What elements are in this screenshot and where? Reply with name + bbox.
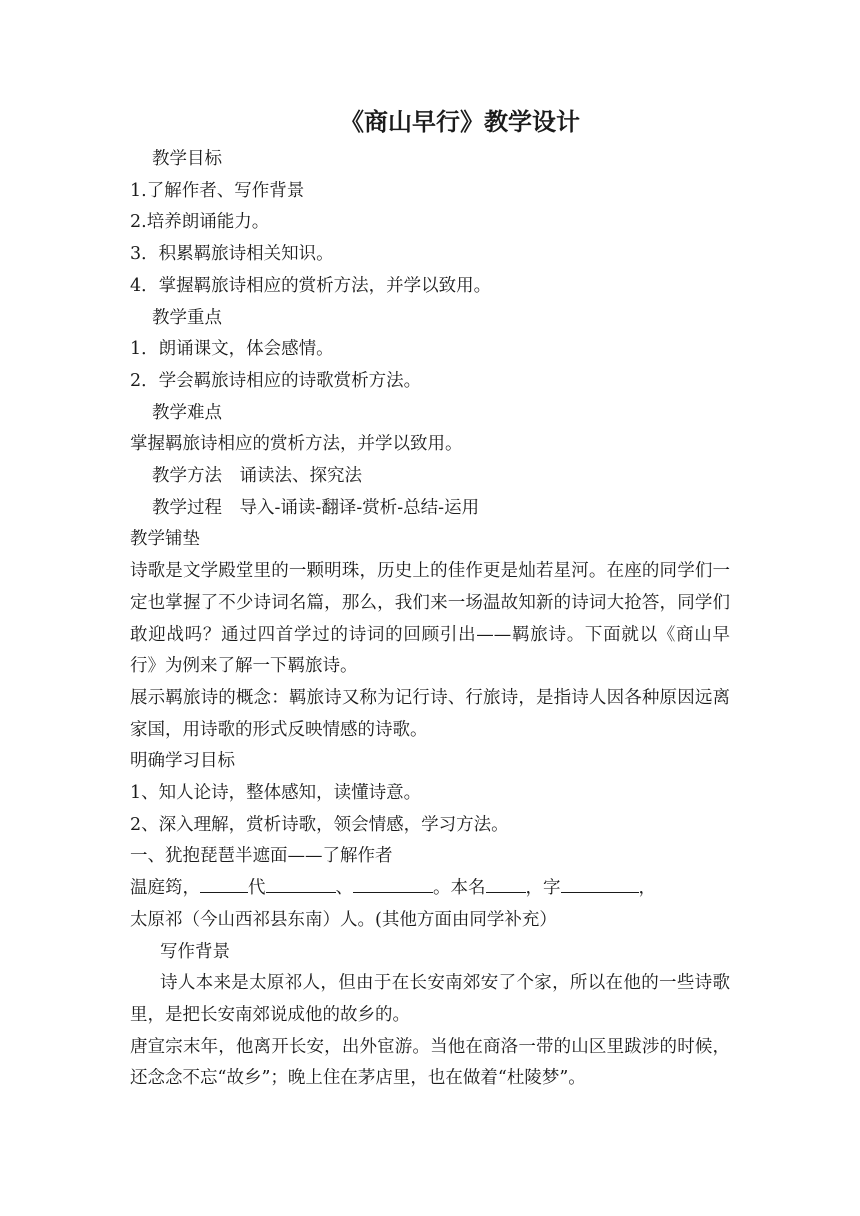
teaching-method: 教学方法 诵读法、探究法 (152, 466, 362, 487)
groundwork-paragraph: 诗歌是文学殿堂里的一颗明珠，历史上的佳作更是灿若星河。在座的同学们一定也掌握了不少诗词名篇，那么，我们来一场温故知新的诗词大抢答，同学们敢迎战吗？通过四首学过的诗词的回顾引出——羁旅诗。下面就以《商山早行》为例来了解一下羁旅诗。 (130, 561, 730, 677)
learning-goal-item: 1、知人论诗，整体感知，读懂诗意。 (130, 783, 422, 804)
background-paragraph: 诗人本来是太原祁人，但由于在长安南郊安了个家，所以在他的一些诗歌里，是把长安南郊说成他的故乡的。 (130, 973, 730, 1025)
key-point-item: 2．学会羁旅诗相应的诗歌赏析方法。 (130, 370, 422, 391)
blank-courtesy-name (561, 874, 639, 893)
author-origin: 太原祁（今山西祁县东南）人。(其他方面由同学补充） (130, 909, 557, 930)
objectives-heading: 教学目标 (152, 149, 222, 169)
document-title: 《商山早行》教学设计 (340, 107, 580, 136)
author-fill-text: 、 (335, 878, 353, 899)
author-fill-text: 温庭筠， (130, 878, 200, 899)
learning-goal-item: 2、深入理解，赏析诗歌，领会情感，学习方法。 (130, 814, 509, 835)
objective-item: 1.了解作者、写作背景 (130, 180, 305, 201)
difficulty-text: 掌握羁旅诗相应的赏析方法，并学以致用。 (130, 434, 463, 455)
author-fill-text: ， (638, 878, 656, 899)
background-heading: 写作背景 (160, 941, 230, 962)
objective-item: 2.培养朗诵能力。 (130, 212, 270, 233)
section1-heading: 一、犹抱琵琶半遮面——了解作者 (130, 846, 393, 867)
learning-goals-heading: 明确学习目标 (130, 751, 235, 772)
background-paragraph: 唐宣宗末年，他离开长安，出外宦游。当他在商洛一带的山区里跋涉的时候，还念念不忘“故乡”；晚上住在茅店里，也在做着“杜陵梦”。 (130, 1036, 730, 1089)
key-point-item: 1．朗诵课文，体会感情。 (130, 339, 334, 360)
author-fill-text: 。本名 (433, 878, 486, 899)
groundwork-heading: 教学铺垫 (130, 529, 200, 550)
objective-item: 3．积累羁旅诗相关知识。 (130, 244, 334, 265)
blank-dynasty (200, 874, 248, 893)
author-fill-line (130, 873, 730, 905)
key-points-heading: 教学重点 (152, 307, 222, 328)
teaching-process: 教学过程 导入-诵读-翻译-赏析-总结-运用 (152, 497, 480, 518)
author-fill-text: 代 (248, 878, 266, 899)
objective-item: 4．掌握羁旅诗相应的赏析方法，并学以致用。 (130, 275, 492, 296)
blank-identity (266, 874, 336, 893)
blank-identity-2 (353, 874, 433, 893)
blank-original-name (486, 874, 526, 893)
concept-paragraph: 展示羁旅诗的概念：羁旅诗又称为记行诗、行旅诗，是指诗人因各种原因远离家国，用诗歌的形式反映情感的诗歌。 (130, 687, 730, 740)
difficulty-heading: 教学难点 (152, 402, 222, 423)
author-fill-text: ，字 (525, 878, 561, 899)
